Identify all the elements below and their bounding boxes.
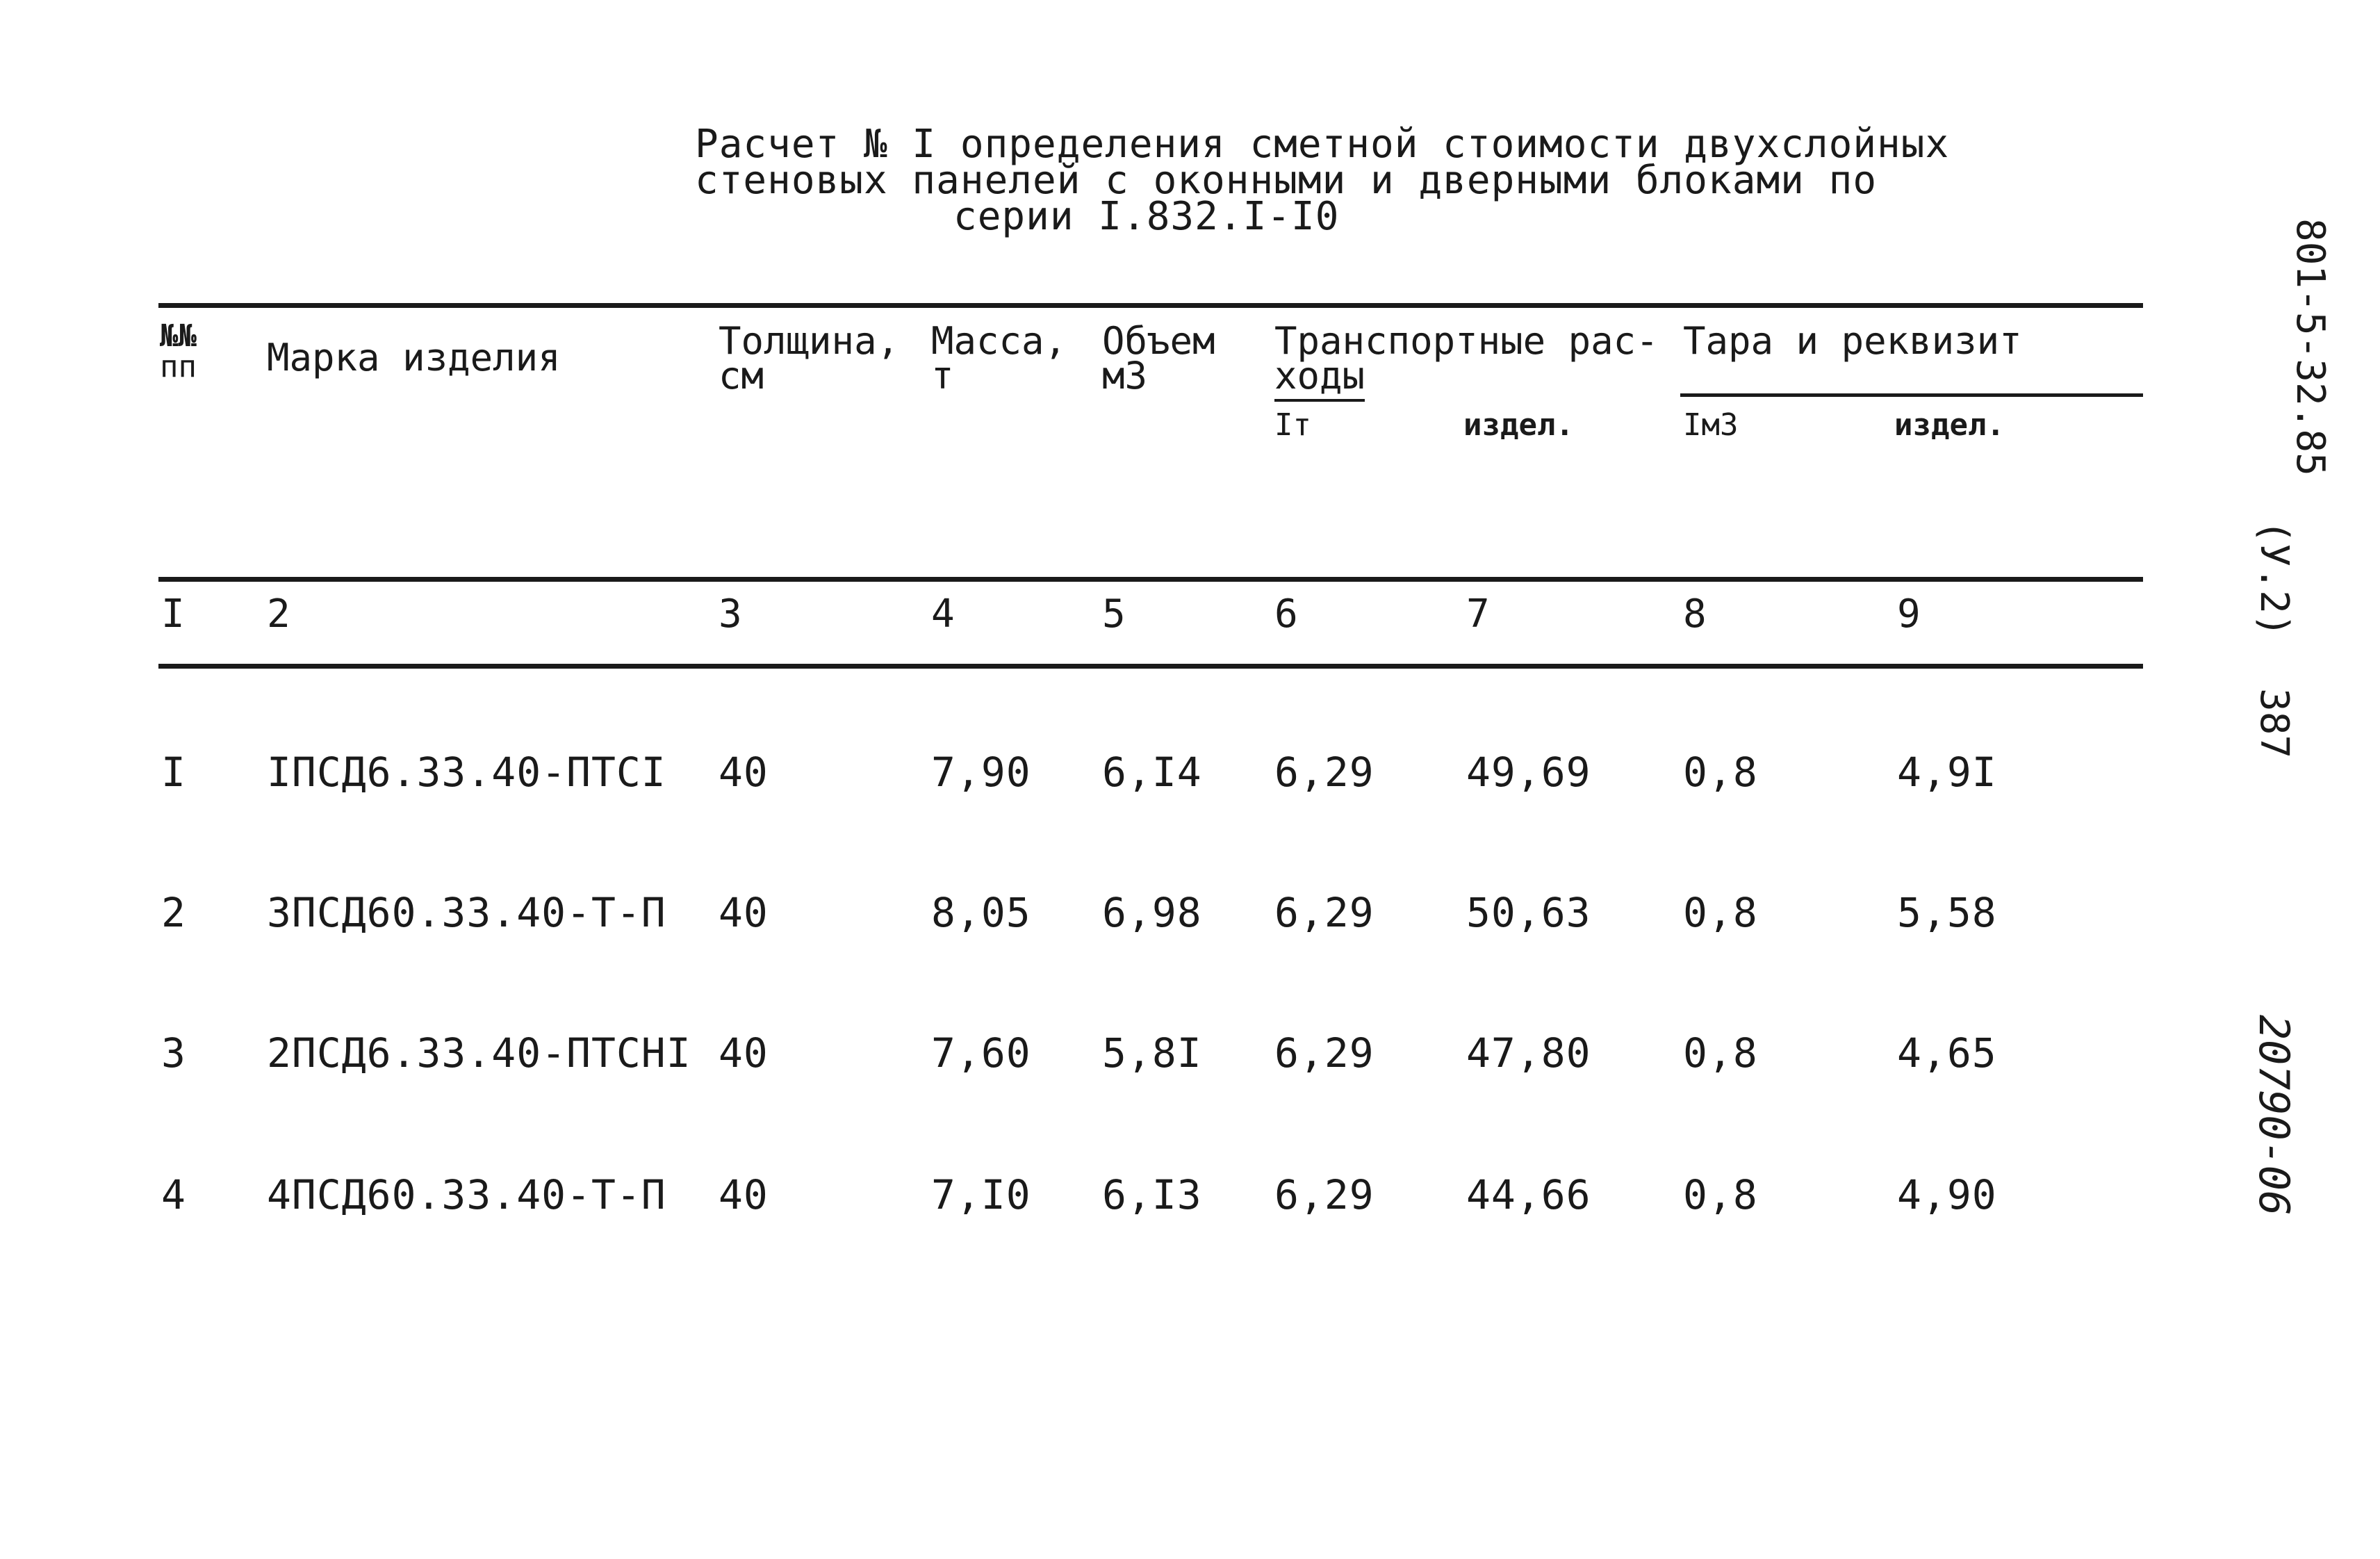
- column-numbers-rule: [158, 664, 2143, 669]
- header-num-a: №№: [160, 318, 197, 354]
- tare-per-item-cell: 4,90: [1897, 1171, 1997, 1218]
- title-line-1: Расчет № I определения сметной стоимости двухслойных: [695, 122, 1950, 167]
- product-mark: 4ПСД60.33.40-Т-П: [267, 1171, 666, 1218]
- header-tare-per-item: издел.: [1894, 407, 2005, 443]
- tare-per-m3-cell: 0,8: [1683, 749, 1758, 796]
- transport-per-item-cell: 44,66: [1466, 1171, 1591, 1218]
- volume-cell: 5,8I: [1102, 1029, 1202, 1077]
- tare-per-m3-cell: 0,8: [1683, 1029, 1758, 1077]
- header-mass-a: Масса,: [931, 319, 1067, 363]
- header-tare: Тара и реквизит: [1683, 319, 2022, 363]
- column-number: 9: [1897, 591, 1921, 637]
- product-mark: 2ПСД6.33.40-ПТСНI: [267, 1029, 691, 1077]
- transport-per-ton-cell: 6,29: [1274, 749, 1374, 796]
- side-code: 801-5-32.85: [2288, 218, 2333, 476]
- header-volume-a: Объем: [1102, 319, 1215, 363]
- header-transport-a: Транспортные рас-: [1274, 319, 1659, 363]
- tare-per-m3-cell: 0,8: [1683, 1171, 1758, 1218]
- transport-per-ton-cell: 6,29: [1274, 889, 1374, 936]
- column-number: 8: [1683, 591, 1707, 637]
- header-transport-per-item: издел.: [1463, 407, 1574, 443]
- tare-per-m3-cell: 0,8: [1683, 889, 1758, 936]
- column-number: 3: [719, 591, 742, 637]
- thickness-cell: 40: [719, 1171, 769, 1218]
- header-thickness-b: см: [719, 354, 764, 398]
- column-number: 2: [267, 591, 290, 637]
- header-mass-b: т: [931, 354, 954, 398]
- header-transport-per-ton: Iт: [1274, 407, 1311, 443]
- row-number: 2: [161, 889, 186, 936]
- volume-cell: 6,98: [1102, 889, 1202, 936]
- side-inventory-number: 20790-06: [2249, 1015, 2298, 1216]
- transport-per-item-cell: 50,63: [1466, 889, 1591, 936]
- mass-cell: 7,90: [931, 749, 1031, 796]
- side-page-number: 387: [2251, 688, 2297, 759]
- title-line-3: серии I.832.I-I0: [953, 194, 1340, 239]
- header-mark: Марка изделия: [267, 336, 561, 379]
- mass-cell: 8,05: [931, 889, 1031, 936]
- column-number: 5: [1102, 591, 1126, 637]
- column-number: 4: [931, 591, 955, 637]
- transport-per-item-cell: 49,69: [1466, 749, 1591, 796]
- transport-per-ton-cell: 6,29: [1274, 1171, 1374, 1218]
- column-number: I: [161, 591, 185, 637]
- header-transport-b: ходы: [1274, 354, 1365, 402]
- header-tare-per-m3: Iм3: [1683, 407, 1739, 443]
- title-line-2: стеновых панелей с оконными и дверными блоками по: [695, 158, 1878, 203]
- mass-cell: 7,60: [931, 1029, 1031, 1077]
- transport-per-ton-cell: 6,29: [1274, 1029, 1374, 1077]
- product-mark: 3ПСД60.33.40-Т-П: [267, 889, 666, 936]
- column-number: 6: [1274, 591, 1298, 637]
- tare-per-item-cell: 4,65: [1897, 1029, 1997, 1077]
- header-bottom-rule: [158, 577, 2143, 582]
- header-volume-b: м3: [1102, 354, 1148, 398]
- row-number: 3: [161, 1029, 186, 1077]
- side-section: (У.2): [2251, 520, 2297, 637]
- thickness-cell: 40: [719, 1029, 769, 1077]
- volume-cell: 6,I3: [1102, 1171, 1202, 1218]
- header-num-b: пп: [160, 349, 197, 384]
- tare-subheader-rule: [1680, 393, 2143, 397]
- table-top-rule: [158, 303, 2143, 308]
- row-number: I: [161, 749, 186, 796]
- thickness-cell: 40: [719, 749, 769, 796]
- volume-cell: 6,I4: [1102, 749, 1202, 796]
- row-number: 4: [161, 1171, 186, 1218]
- mass-cell: 7,I0: [931, 1171, 1031, 1218]
- thickness-cell: 40: [719, 889, 769, 936]
- column-number: 7: [1466, 591, 1490, 637]
- transport-per-item-cell: 47,80: [1466, 1029, 1591, 1077]
- tare-per-item-cell: 4,9I: [1897, 749, 1997, 796]
- tare-per-item-cell: 5,58: [1897, 889, 1997, 936]
- header-thickness-a: Толщина,: [719, 319, 900, 363]
- product-mark: IПСД6.33.40-ПТСI: [267, 749, 666, 796]
